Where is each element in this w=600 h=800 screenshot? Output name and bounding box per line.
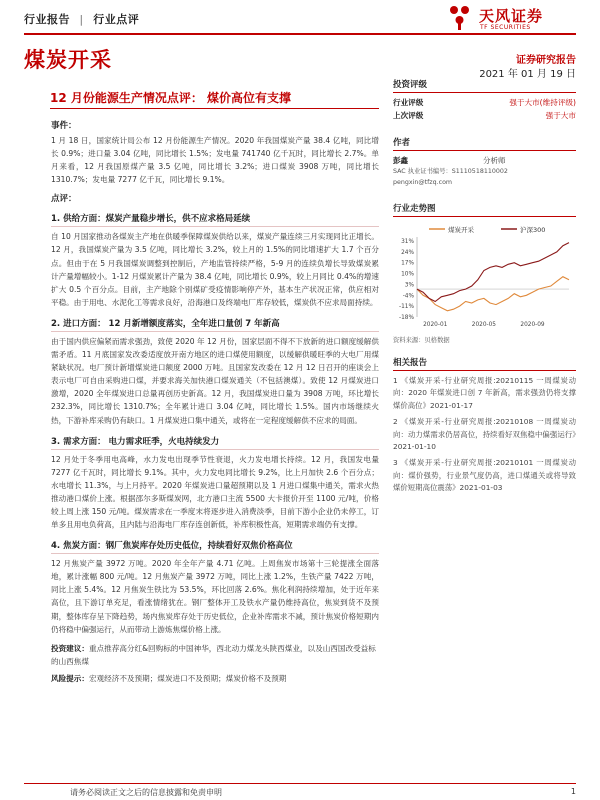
footer-divider — [24, 783, 576, 784]
rating-value: 强于大市 — [545, 111, 576, 120]
rating-row — [393, 109, 576, 122]
rating-value: 强于大市(维持评级) — [509, 98, 576, 107]
report-title: 12 月份能源生产情况点评： 煤价高位有支撑 — [50, 89, 379, 109]
y-tick-label: -11% — [399, 304, 414, 311]
risk-label: 风险提示： — [51, 673, 89, 683]
header-divider — [24, 33, 576, 35]
y-tick-label: 17% — [401, 260, 414, 267]
category-secondary: 行业点评 — [93, 13, 140, 26]
section-body: 由于国内供应偏紧而需求强劲，致使 2020 年 12 月份，国家层面不得不下放新的进口额度缓解供需矛盾。11 月底国家发改委适度放开南方地区的进口煤使用额度，以缓解供暖旺季的大电厂用煤紧缺状况。电厂预计新增煤炭进口额度 2000 万吨。且国家发改委在 12 月 12 日召开的座谈会上表示电厂可自由采购进口煤，并要求海关加快港口煤炭通关（不包括澳煤）。致使 12 月煤炭进口激增，2020 全年煤炭进口总量再创历史新高。12 月，我国煤炭进口量为 3908 万吨，环比增长 232.3%，同比增长 1310.7%；全年累计进口 3.04 亿吨，同比增长 1.5%。国内市场继续火热，下游补库采购仍有缺口。1 月煤炭进口集中通关，或将在一定程度缓解供不应求的局面。 — [51, 336, 379, 425]
related-report[interactable]: 2 《煤炭开采-行业研究周报:20210108 一周煤炭动向：动力煤需求仍居高位，持续看好双焦稳中偏强运行》2021-01-10 — [393, 417, 576, 452]
chart-heading: 行业走势图 — [393, 202, 576, 217]
page-number: 1 — [570, 787, 576, 796]
rating-row — [393, 96, 576, 109]
section-body: 自 10 月国家推动各煤炭主产地在供暖季保障煤炭供给以来，煤炭产量连续三月实现同比正增长。12 月，我国煤炭产量为 3.5 亿吨，同比增长 3.2%，较上月的 1.5%的同比增速扩大 1.7 个百分点。但由于在 5 月我国煤炭调整到控制后，产地监管持续严格，5-9 月的连续负增长导致煤炭累计产量增幅较小。1-12 月煤炭累计产量为 38.4 亿吨，同比增长 0.9%，较上月同比 0.4%的增速扩大 0.5 个百分点。目前，主产地除个别煤矿受疫情影响停产外，基本生产状况正常，供应相对平稳。由于用电、水泥化工等需求良好，沿海港口及终端电厂库存较低，煤炭供不应求局面持续。 — [51, 232, 379, 307]
section-heading: 1. 供给方面：煤炭产量稳步增长，供不应求格局延续 — [51, 212, 379, 227]
legend-label: 沪深300 — [520, 226, 546, 234]
category-primary: 行业报告 — [24, 13, 70, 26]
chart-source: 资料来源：贝格数据 — [393, 337, 450, 344]
category-separator: | — [79, 13, 84, 26]
y-tick-label: 3% — [404, 282, 414, 289]
investment-advice — [51, 642, 379, 668]
rating-key: 行业评级 — [393, 98, 424, 107]
section-heading: 3. 需求方面： 电力需求旺季，火电持续发力 — [51, 435, 379, 450]
related-report[interactable]: 1 《煤炭开采-行业研究周报:20210115 一周煤炭动向：2020 年煤炭进口创 7 年新高，需求强劲仍将支撑煤价高位》2021-01-17 — [393, 376, 576, 410]
industry-trend-chart — [393, 221, 576, 333]
y-tick-label: 10% — [401, 271, 414, 278]
sidebar — [393, 78, 576, 495]
section-heading: 2. 进口方面： 12 月新增额度落实，全年进口量创 7 年新高 — [51, 317, 379, 332]
investment-text: 重点推荐高分红&回购标的中国神华，西北动力煤龙头陕西煤业，以及山西国改受益标的山西焦煤 — [51, 643, 376, 666]
report-type: 证券研究报告 — [516, 55, 576, 66]
section-heading: 4. 焦炭方面：钢厂焦炭库存处历史低位，持续看好双焦价格高位 — [51, 539, 379, 554]
section-body: 12 月焦炭产量 3972 万吨。2020 年全年产量 4.71 亿吨。上周焦炭市场第十三轮提涨全面落地，累计涨幅 800 元/吨。12 月焦炭产量 3972 万吨，同比上涨 1.2%，生铁产量 7422 万吨，同比上涨 5.4%。12 月焦炭生铁比为 53.5%，环比回落 2.6%。焦化利润持续增加，处于近年来高位，且下游订单充足，看涨情绪犹在。钢厂整体开工及铁水产量仍维持高位，焦炭到货不及预期，整体库存呈下降趋势，场内焦炭库存处于历史低位，企业补库需求不减，预计焦炭价格短期内仍将稳中偏强运行，从而带动上游炼焦煤价格上涨。 — [51, 559, 379, 634]
author-email[interactable]: pengxin@tfzq.com — [393, 179, 453, 186]
risk-text: 宏观经济不及预期；煤炭进口不及预期；煤炭价格不及预期 — [88, 673, 287, 683]
author-role: 分析师 — [483, 156, 506, 165]
investment-label: 投资建议： — [51, 643, 89, 653]
event-text: 1 月 18 日，国家统计局公布 12 月份能源生产情况。2020 年我国煤炭产量 38.4 亿吨，同比增长 0.9%；进口量 3.04 亿吨，同比增长 1.5%；发电量 741740 亿千瓦时，同比增长 2.7%。单月来看，12 月我国原煤产量 3.5 亿吨，同比增长 3.2%；进口煤炭 3908 万吨，同比增长 1310.7%；发电量 7277 亿千瓦，同比增长 9.1%。 — [51, 136, 379, 185]
y-tick-label: 31% — [401, 239, 414, 245]
report-date: 2021 年 01 月 19 日 — [479, 69, 576, 80]
y-tick-label: 24% — [401, 249, 414, 256]
x-tick-label: 2020-01 — [423, 322, 448, 328]
y-tick-label: -18% — [399, 315, 414, 321]
risk-warning — [51, 672, 379, 685]
author-block — [393, 155, 576, 188]
logo-subtext: TF SECURITIES — [480, 24, 531, 31]
x-tick-label: 2020-05 — [471, 322, 496, 328]
industry-title: 煤炭开采 — [24, 48, 112, 72]
related-report[interactable]: 3 《煤炭开采-行业研究周报:20210101 一周煤炭动向：煤价强势，行业景气度仍高，进口煤通关或将导致煤价短期高位震荡》2021-01-03 — [393, 458, 576, 493]
legend-label: 煤炭开采 — [448, 226, 474, 234]
y-tick-label: -4% — [402, 293, 414, 300]
section-body: 12 月处于冬季用电高峰，水力发电出现季节性衰退，火力发电增长持续。12 月，我国发电量 7277 亿千瓦时，同比增长 9.1%。其中，火力发电同比增长 9.2%，比上月加快 2.6 个百分点；水电增长 11.3%，与上月持平。2020 年煤炭进口量超预期以及 1 月进口煤集中通关，需求火热推动港口煤价上涨。根据邵尔多斯煤炭网，北方港口主流 5500 大卡报价开至 1100 元/吨，价格较上周上涨 150 元/吨。煤炭需求在一季度末将逐步进入消费淡季，目前下游小企业仍未停工，订单多且用电负荷高，且内陆与沿海电厂库存连创新低，补库积极性高，短期需求端仍有支撑。 — [51, 454, 379, 530]
rating-key: 上次评级 — [393, 111, 424, 120]
logo-text: 天风证券 — [479, 7, 544, 25]
x-tick-label: 2020-09 — [520, 322, 545, 328]
chart-canvas — [393, 221, 576, 333]
comment-label: 点评： — [51, 194, 77, 205]
footer-disclaimer: 请务必阅读正文之后的信息披露和免责申明 — [70, 788, 222, 797]
related-heading: 相关报告 — [393, 356, 576, 371]
author-heading: 作者 — [393, 136, 576, 151]
logo-mark-icon — [447, 4, 473, 30]
event-label: 事件： — [51, 121, 77, 131]
report-category — [24, 11, 139, 27]
brand-logo — [447, 4, 587, 32]
author-sac: SAC 执业证书编号：S1110518110002 — [393, 168, 508, 175]
series-line — [417, 277, 569, 311]
main-content — [51, 89, 379, 685]
author-name: 彭鑫 — [393, 156, 408, 165]
rating-heading: 投资评级 — [393, 78, 576, 93]
series-line — [417, 243, 569, 302]
